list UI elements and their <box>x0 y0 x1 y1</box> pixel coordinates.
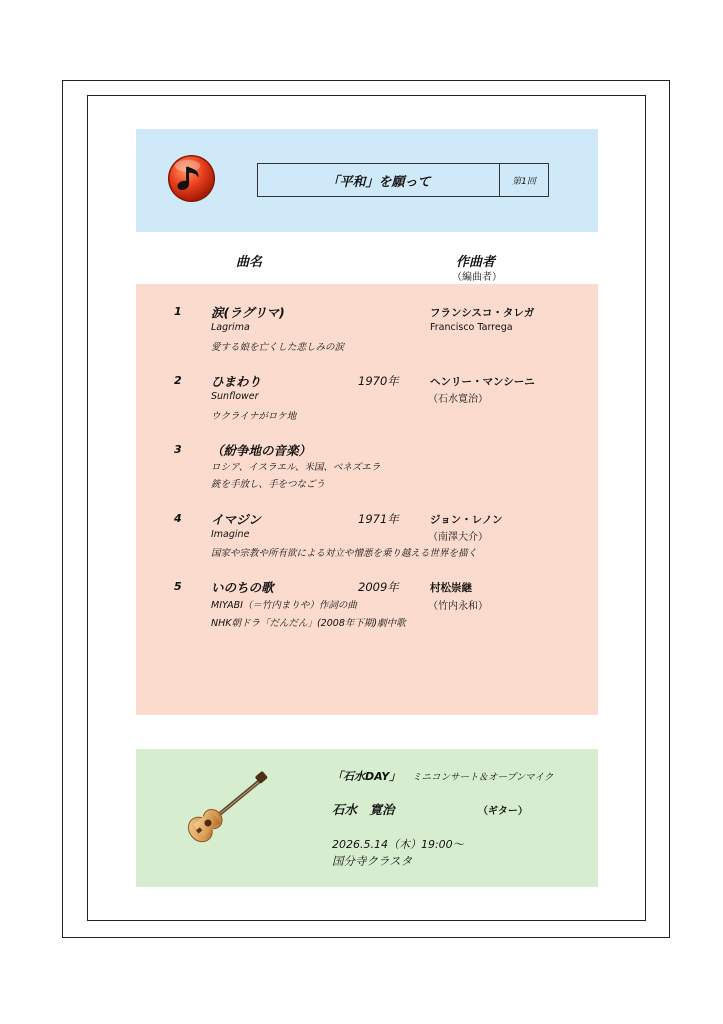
program-number: 5 <box>174 580 182 593</box>
composer-latin-name: Francisco Tarrega <box>430 322 513 333</box>
program-number: 3 <box>174 443 182 456</box>
song-year: 2009年 <box>358 580 399 594</box>
song-note: ウクライナがロケ地 <box>211 411 297 422</box>
song-title: いのちの歌 <box>211 580 274 595</box>
program-number: 1 <box>174 305 182 318</box>
composer-name: フランシスコ・タレガ <box>430 307 535 319</box>
song-title: 涙(ラグリマ) <box>211 305 285 320</box>
song-subtitle: Imagine <box>211 529 250 540</box>
program-band <box>136 284 598 715</box>
arranger-name: （南澤大介） <box>428 532 488 543</box>
song-column-header: 曲名 <box>236 255 263 270</box>
song-title: ひまわり <box>211 374 262 389</box>
edition-number: 第1回 <box>512 176 536 187</box>
song-year: 1971年 <box>358 512 399 526</box>
performer-instrument: （ギター） <box>478 806 528 817</box>
song-subtitle: Sunflower <box>211 391 259 402</box>
performer-name: 石水 寛治 <box>332 802 395 817</box>
composer-column-header: 作曲者 <box>456 255 496 270</box>
event-subtitle: ミニコンサート＆オープンマイク <box>412 772 554 783</box>
song-title: イマジン <box>211 512 261 527</box>
song-subtitle: Lagrima <box>211 322 250 333</box>
program-number: 4 <box>174 512 182 525</box>
composer-name: ヘンリー・マンシーニ <box>430 376 535 388</box>
music-note-icon <box>166 153 217 204</box>
event-date: 2026.5.14（木）19:00～ <box>332 838 464 851</box>
song-note: 愛する娘を亡くした悲しみの涙 <box>211 342 345 353</box>
arranger-column-header: （編曲者） <box>452 272 502 283</box>
arranger-name: （石水寛治） <box>428 394 488 405</box>
song-subtitle: ロシア、イスラエル、米国、ベネズエラ <box>211 462 381 473</box>
song-title: （紛争地の音楽） <box>211 443 312 458</box>
composer-name: ジョン・レノン <box>430 514 503 526</box>
event-venue: 国分寺クラスタ <box>332 854 413 868</box>
song-year: 1970年 <box>358 374 399 388</box>
event-title: 「石水DAY」 <box>332 770 401 783</box>
composer-name: 村松崇継 <box>430 582 472 594</box>
arranger-name: （竹内永和） <box>428 601 488 612</box>
song-note: 国家や宗教や所有欲による対立や憎悪を乗り越える世界を描く <box>211 548 478 559</box>
song-note: 銃を手放し、手をつなごう <box>211 479 326 490</box>
program-number: 2 <box>174 374 182 387</box>
page-title: 「平和」を願って <box>258 164 500 196</box>
song-subtitle: MIYABI（＝竹内まりや）作詞の曲 <box>211 600 357 611</box>
guitar-icon <box>186 771 270 843</box>
song-note: NHK朝ドラ「だんだん」(2008年下期)劇中歌 <box>211 618 406 629</box>
title-box <box>257 163 549 197</box>
